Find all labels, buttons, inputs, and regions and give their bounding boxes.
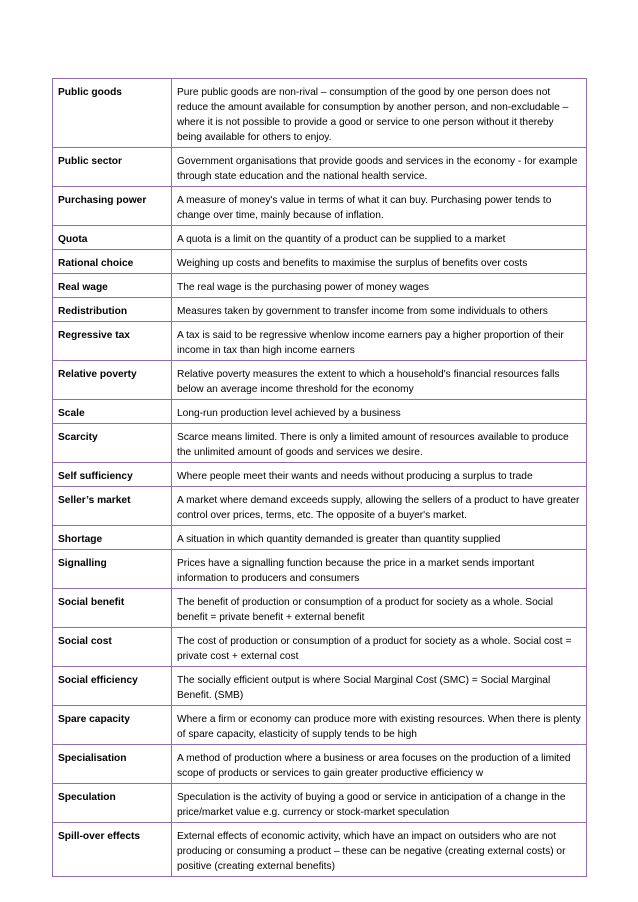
glossary-row xyxy=(53,628,587,667)
glossary-definition: A measure of money's value in terms of what it can buy. Purchasing power tends to change over time, mainly because of inflation. xyxy=(172,187,587,226)
glossary-row xyxy=(53,784,587,823)
glossary-row xyxy=(53,487,587,526)
glossary-term: Relative poverty xyxy=(53,361,172,400)
glossary-term: Real wage xyxy=(53,274,172,298)
glossary-definition: A situation in which quantity demanded is greater than quantity supplied xyxy=(172,526,587,550)
glossary-term: Self sufficiency xyxy=(53,463,172,487)
glossary-definition: A method of production where a business or area focuses on the production of a limited scope of products or services to gain greater productive efficiency w xyxy=(172,745,587,784)
glossary-term: Speculation xyxy=(53,784,172,823)
glossary-definition: Government organisations that provide goods and services in the economy - for example through state education and the national health service. xyxy=(172,148,587,187)
glossary-definition: Pure public goods are non-rival – consumption of the good by one person does not reduce the amount available for consumption by another person, and non-excludable – where it is not possible to provide a good or service to one person without it thereby being available for others to enjoy. xyxy=(172,79,587,148)
glossary-row xyxy=(53,226,587,250)
glossary-definition: The cost of production or consumption of a product for society as a whole. Social cost = private cost + external cost xyxy=(172,628,587,667)
glossary-term: Social efficiency xyxy=(53,667,172,706)
glossary-row xyxy=(53,274,587,298)
glossary-row xyxy=(53,250,587,274)
glossary-definition: A market where demand exceeds supply, allowing the sellers of a product to have greater control over prices, terms, etc. The opposite of a buyer's market. xyxy=(172,487,587,526)
glossary-row xyxy=(53,361,587,400)
glossary-term: Scale xyxy=(53,400,172,424)
glossary-term: Public sector xyxy=(53,148,172,187)
glossary-row xyxy=(53,526,587,550)
glossary-definition: Relative poverty measures the extent to which a household's financial resources falls below an average income threshold for the economy xyxy=(172,361,587,400)
glossary-definition: Measures taken by government to transfer income from some individuals to others xyxy=(172,298,587,322)
glossary-term: Spill-over effects xyxy=(53,823,172,877)
glossary-row xyxy=(53,322,587,361)
glossary-definition: Scarce means limited. There is only a limited amount of resources available to produce the unlimited amount of goods and services we desire. xyxy=(172,424,587,463)
glossary-row xyxy=(53,706,587,745)
glossary-term: Social benefit xyxy=(53,589,172,628)
glossary-row xyxy=(53,400,587,424)
glossary-term: Public goods xyxy=(53,79,172,148)
glossary-term: Regressive tax xyxy=(53,322,172,361)
glossary-row xyxy=(53,667,587,706)
glossary-term: Quota xyxy=(53,226,172,250)
glossary-table-body xyxy=(53,79,587,877)
glossary-definition: The real wage is the purchasing power of money wages xyxy=(172,274,587,298)
glossary-definition: External effects of economic activity, which have an impact on outsiders who are not producing or consuming a product – these can be negative (creating external costs) or positive (creating external benefits) xyxy=(172,823,587,877)
glossary-row xyxy=(53,589,587,628)
glossary-term: Seller’s market xyxy=(53,487,172,526)
glossary-row xyxy=(53,298,587,322)
glossary-row xyxy=(53,823,587,877)
glossary-definition: Weighing up costs and benefits to maximise the surplus of benefits over costs xyxy=(172,250,587,274)
glossary-term: Shortage xyxy=(53,526,172,550)
glossary-row xyxy=(53,463,587,487)
glossary-definition: A tax is said to be regressive whenlow income earners pay a higher proportion of their income in tax than high income earners xyxy=(172,322,587,361)
glossary-definition: Speculation is the activity of buying a good or service in anticipation of a change in the price/market value e.g. currency or stock-market speculation xyxy=(172,784,587,823)
glossary-definition: The socially efficient output is where Social Marginal Cost (SMC) = Social Marginal Benefit. (SMB) xyxy=(172,667,587,706)
glossary-row xyxy=(53,424,587,463)
glossary-term: Spare capacity xyxy=(53,706,172,745)
glossary-term: Rational choice xyxy=(53,250,172,274)
glossary-definition: Where people meet their wants and needs without producing a surplus to trade xyxy=(172,463,587,487)
glossary-definition: The benefit of production or consumption of a product for society as a whole. Social benefit = private benefit + external benefit xyxy=(172,589,587,628)
glossary-row xyxy=(53,745,587,784)
glossary-definition: Long-run production level achieved by a business xyxy=(172,400,587,424)
glossary-term: Purchasing power xyxy=(53,187,172,226)
glossary-term: Specialisation xyxy=(53,745,172,784)
glossary-term: Social cost xyxy=(53,628,172,667)
glossary-definition: Where a firm or economy can produce more with existing resources. When there is plenty of spare capacity, elasticity of supply tends to be high xyxy=(172,706,587,745)
glossary-row xyxy=(53,187,587,226)
glossary-term: Signalling xyxy=(53,550,172,589)
glossary-term: Redistribution xyxy=(53,298,172,322)
glossary-definition: A quota is a limit on the quantity of a product can be supplied to a market xyxy=(172,226,587,250)
glossary-term: Scarcity xyxy=(53,424,172,463)
glossary-row xyxy=(53,550,587,589)
glossary-row xyxy=(53,148,587,187)
glossary-row xyxy=(53,79,587,148)
glossary-table xyxy=(52,78,587,877)
glossary-definition: Prices have a signalling function because the price in a market sends important information to producers and consumers xyxy=(172,550,587,589)
